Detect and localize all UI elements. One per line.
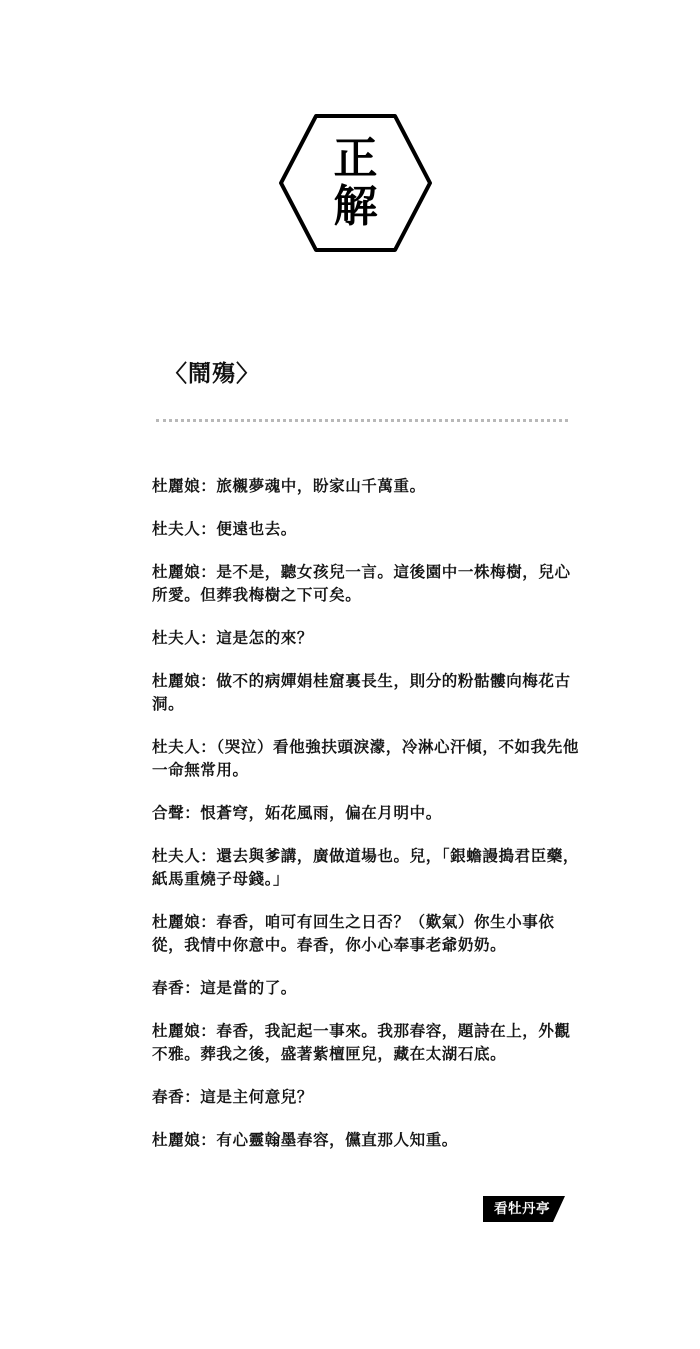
- tag-label: 看牡丹亭: [494, 1201, 550, 1217]
- dialogue-line: 杜麗娘：春香，咱可有回生之日否？（歎氣）你生小事依從，我情中你意中。春香，你小心奉事老爺奶奶。: [152, 912, 555, 954]
- dialogue-line: 杜夫人：還去與爹講，廣做道場也。兒，「銀蟾謾搗君臣藥，紙馬重燒子母錢。」: [152, 846, 579, 888]
- seal-line-1: 正: [333, 133, 378, 184]
- page-title: 〈鬧殤〉: [164, 360, 260, 387]
- dialogue-line: 杜夫人：（哭泣）看他強扶頭淚濛，冷淋心汗傾，不如我先他一命無常用。: [152, 737, 579, 779]
- dialogue-line: 杜夫人：這是怎的來？: [152, 628, 314, 647]
- dotted-divider: [156, 419, 568, 422]
- seal-text: [278, 112, 433, 254]
- dialogue-list: [152, 474, 580, 1171]
- dialogue-line: 杜麗娘：做不的病嬋娟桂窟裏長生，則分的粉骷髏向梅花古洞。: [152, 671, 571, 713]
- seal-line-2: 解: [333, 181, 378, 232]
- dialogue-line: 杜麗娘：旅櫬夢魂中，盼家山千萬重。: [152, 476, 426, 495]
- dialogue-line: 杜麗娘：是不是，聽女孩兒一言。這後園中一株梅樹，兒心所愛。但葬我梅樹之下可矣。: [152, 562, 571, 604]
- dialogue-line: 合聲：恨蒼穹，妬花風雨，偏在月明中。: [152, 803, 442, 822]
- section-tag-badge: [483, 1196, 565, 1222]
- dialogue-line: 春香：這是主何意兒？: [152, 1087, 314, 1106]
- dialogue-line: 杜麗娘：有心靈翰墨春容，儻直那人知重。: [152, 1130, 458, 1149]
- dialogue-line: 杜夫人：便遠也去。: [152, 519, 297, 538]
- seal-stamp: [278, 112, 433, 254]
- dialogue-line: 春香：這是當的了。: [152, 978, 297, 997]
- dialogue-line: 杜麗娘：春香，我記起一事來。我那春容，題詩在上，外觀不雅。葬我之後，盛著紫檀匣兒，藏在太湖石底。: [152, 1021, 571, 1063]
